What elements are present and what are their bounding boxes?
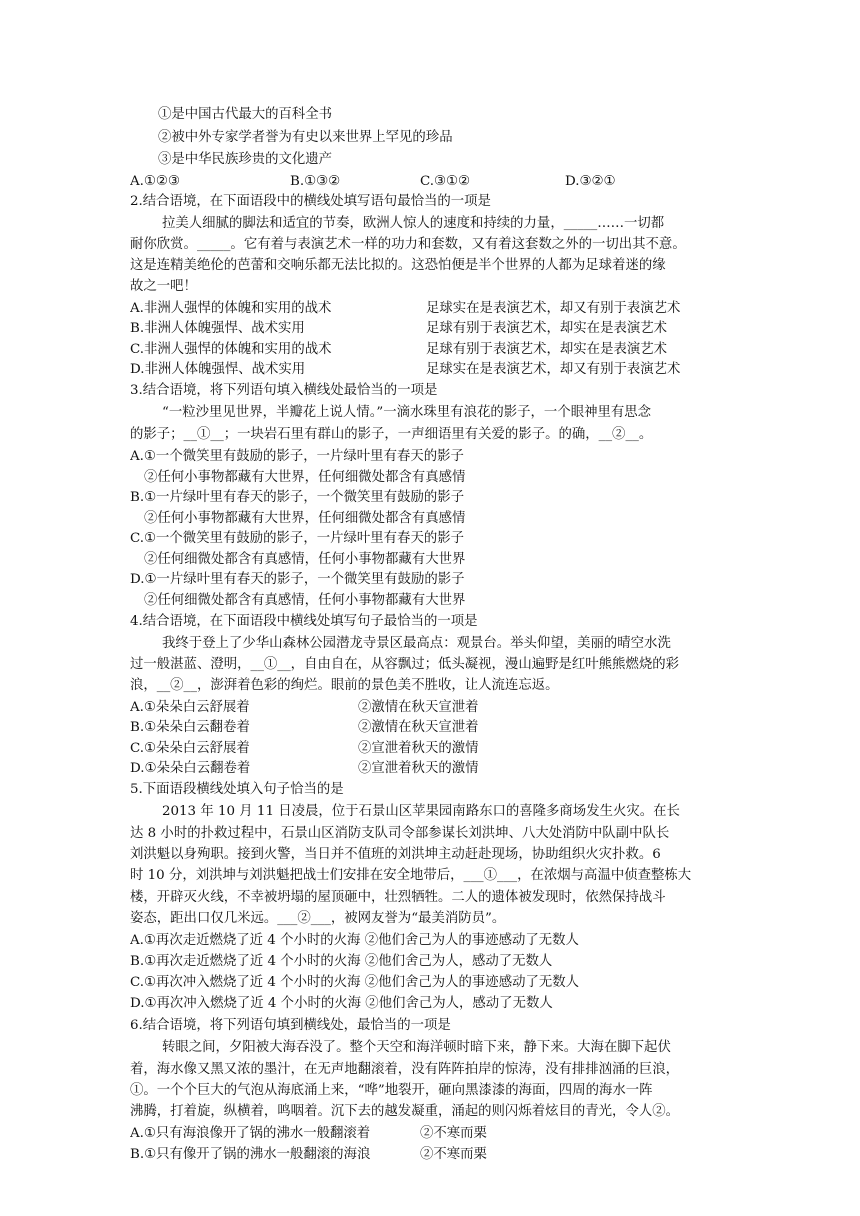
q5-passage-line: 刘洪魁以身殉职。接到火警，当日并不值班的刘洪坤主动赶赴现场，协助组织火灾扑救。6 [130, 847, 661, 862]
q6-option-b [130, 1145, 730, 1165]
q3-passage-line: 的影子；__①__；一块岩石里有群山的影子，一声细语里有关爱的影子。的确，__②__。 [130, 427, 653, 442]
q3-option-line: C.①一个微笑里有鼓励的影子，一片绿叶里有春天的影子 [130, 531, 465, 546]
q5-passage-line: 姿态，距出口仅几米远。___②___，被网友誉为“最美消防员”。 [130, 911, 506, 926]
q2-option-b-part1: B.非洲人体魄强悍、战术实用 [130, 321, 305, 336]
q2-passage-line: 这是连精美绝伦的芭蕾和交响乐都无法比拟的。这恐怕便是半个世界的人都为足球着迷的缘 [130, 258, 666, 273]
q2-option-a [130, 299, 730, 319]
q4-option-a-part2: ②激情在秋天宣泄着 [358, 700, 479, 715]
q3-stem: 3.结合语境，将下列语句填入横线处最恰当的一项是 [130, 383, 438, 398]
q5-option-c: C.①再次冲入燃烧了近 4 个小时的火海 ②他们舍己为人的事迹感动了无数人 [130, 975, 580, 990]
q2-passage-line: 拉美人细腻的脚法和适宜的节奏，欧洲人惊人的速度和持续的力量，_____……一切都 [162, 216, 665, 231]
q5-passage-line: 楼，开辟灭火线，不幸被坍塌的屋顶砸中，壮烈牺牲。二人的遗体被发现时，依然保持战斗 [130, 890, 666, 905]
q2-option-c [130, 340, 730, 360]
q3-option-line: D.①一片绿叶里有春天的影子，一个微笑里有鼓励的影子 [130, 572, 465, 587]
q2-option-b [130, 319, 730, 339]
q1-item-2: ②被中外专家学者誉为有史以来世界上罕见的珍品 [158, 130, 453, 145]
q5-option-d: D.①再次冲入燃烧了近 4 个小时的火海 ②他们舍己为人，感动了无数人 [130, 996, 553, 1011]
q1-item-3: ③是中华民族珍贵的文化遗产 [158, 152, 333, 167]
q4-option-c-part1: C.①朵朵白云舒展着 [130, 741, 250, 756]
q3-option-line: ②任何细微处都含有真感情，任何小事物都藏有大世界 [144, 552, 466, 567]
q4-option-d [130, 759, 730, 779]
q1-option-b: B.①③② [290, 174, 341, 189]
q2-passage-line: 故之一吧！ [130, 279, 197, 294]
q3-option-line: ②任何小事物都藏有大世界，任何细微处都含有真感情 [144, 511, 466, 526]
q2-option-d [130, 360, 730, 380]
q4-option-b-part1: B.①朵朵白云翻卷着 [130, 720, 250, 735]
q5-passage-line: 2013 年 10 月 11 日凌晨，位于石景山区苹果园南路东口的喜隆多商场发生火灾。在长 [162, 804, 680, 819]
q2-option-d-part2: 足球实在是表演艺术，却又有别于表演艺术 [426, 362, 681, 377]
q4-passage-line: 我终于登上了少华山森林公园潜龙寺景区最高点：观景台。举头仰望，美丽的晴空水洗 [162, 636, 671, 651]
q5-option-a: A.①再次走近燃烧了近 4 个小时的火海 ②他们舍己为人的事迹感动了无数人 [130, 933, 579, 948]
q2-option-a-part2: 足球实在是表演艺术，却又有别于表演艺术 [426, 301, 681, 316]
q4-option-a-part1: A.①朵朵白云舒展着 [130, 700, 250, 715]
q6-option-b-part1: B.①只有像开了锅的沸水一般翻滚的海浪 [130, 1147, 371, 1162]
q2-option-d-part1: D.非洲人体魄强悍、战术实用 [130, 362, 306, 377]
q4-option-b-part2: ②激情在秋天宣泄着 [358, 720, 479, 735]
q1-option-d: D.③②① [565, 174, 616, 189]
q6-option-b-part2: ②不寒而栗 [420, 1147, 487, 1162]
q6-passage-line: 着，海水像又黑又浓的墨汁，在无声地翻滚着，没有阵阵拍岸的惊涛，没有排排汹涌的巨浪， [130, 1062, 680, 1077]
q2-option-a-part1: A.非洲人强悍的体魄和实用的战术 [130, 301, 332, 316]
q3-option-line: ②任何小事物都藏有大世界，任何细微处都含有真感情 [144, 470, 466, 485]
q6-passage-line: 转眼之间，夕阳被大海吞没了。整个天空和海洋顿时暗下来，静下来。大海在脚下起伏 [162, 1040, 671, 1055]
q4-option-c-part2: ②宣泄着秋天的激情 [358, 741, 479, 756]
q2-option-b-part2: 足球有别于表演艺术，却实在是表演艺术 [426, 321, 668, 336]
q2-option-c-part1: C.非洲人强悍的体魄和实用的战术 [130, 342, 332, 357]
q4-option-b [130, 718, 730, 738]
q4-option-a [130, 698, 730, 718]
q4-passage-line: 过一般湛蓝、澄明，__①__，自由自在，从容飘过；低头凝视，漫山遍野是红叶熊熊燃烧的彩 [130, 657, 680, 672]
q5-passage-line: 时 10 分，刘洪坤与刘洪魁把战士们安排在安全地带后，___①___，在浓烟与高温中侦查整栋大 [130, 868, 692, 883]
q3-option-line: B.①一片绿叶里有春天的影子，一个微笑里有鼓励的影子 [130, 490, 465, 505]
q5-passage-line: 达 8 小时的扑救过程中，石景山区消防支队司令部参谋长刘洪坤、八大处消防中队副中队长 [130, 826, 670, 841]
q4-option-d-part1: D.①朵朵白云翻卷着 [130, 761, 251, 776]
q1-option-a: A.①②③ [130, 174, 180, 189]
q1-options [130, 172, 730, 192]
q6-stem: 6.结合语境，将下列语句填到横线处，最恰当的一项是 [130, 1018, 451, 1033]
q3-passage-line: “一粒沙里见世界，半瓣花上说人情。”一滴水珠里有浪花的影子，一个眼神里有思念 [162, 405, 652, 420]
q6-option-a [130, 1124, 730, 1144]
q2-option-c-part2: 足球有别于表演艺术，却实在是表演艺术 [426, 342, 668, 357]
q4-option-d-part2: ②宣泄着秋天的激情 [358, 761, 479, 776]
q4-option-c [130, 739, 730, 759]
q6-passage-line: 沸腾，打着旋，纵横着，鸣咽着。沉下去的越发凝重，涌起的则闪烁着炫目的青光，令人②。 [130, 1104, 680, 1119]
q6-passage-line: ①。一个个巨大的气泡从海底涌上来，“哗”地裂开，砸向黑漆漆的海面，四周的海水一阵 [130, 1083, 653, 1098]
q6-option-a-part1: A.①只有海浪像开了锅的沸水一般翻滚着 [130, 1126, 371, 1141]
q1-item-1: ①是中国古代最大的百科全书 [158, 107, 333, 122]
q5-option-b: B.①再次走近燃烧了近 4 个小时的火海 ②他们舍己为人，感动了无数人 [130, 954, 553, 969]
q1-option-c: C.③①② [420, 174, 471, 189]
q3-option-line: ②任何细微处都含有真感情，任何小事物都藏有大世界 [144, 593, 466, 608]
q5-stem: 5.下面语段横线处填入句子恰当的是 [130, 782, 344, 797]
q2-passage-line: 耐你欣赏。_____。它有着与表演艺术一样的功力和套数，又有着这套数之外的一切出其不意。 [130, 237, 686, 252]
q3-option-line: A.①一个微笑里有鼓励的影子，一片绿叶里有春天的影子 [130, 449, 464, 464]
q2-stem: 2.结合语境，在下面语段中的横线处填写语句最恰当的一项是 [130, 194, 491, 209]
q4-stem: 4.结合语境，在下面语段中横线处填写句子最恰当的一项是 [130, 614, 478, 629]
q4-passage-line: 浪，__②__，澎湃着色彩的绚烂。眼前的景色美不胜收，让人流连忘返。 [130, 678, 559, 693]
q6-option-a-part2: ②不寒而栗 [420, 1126, 487, 1141]
